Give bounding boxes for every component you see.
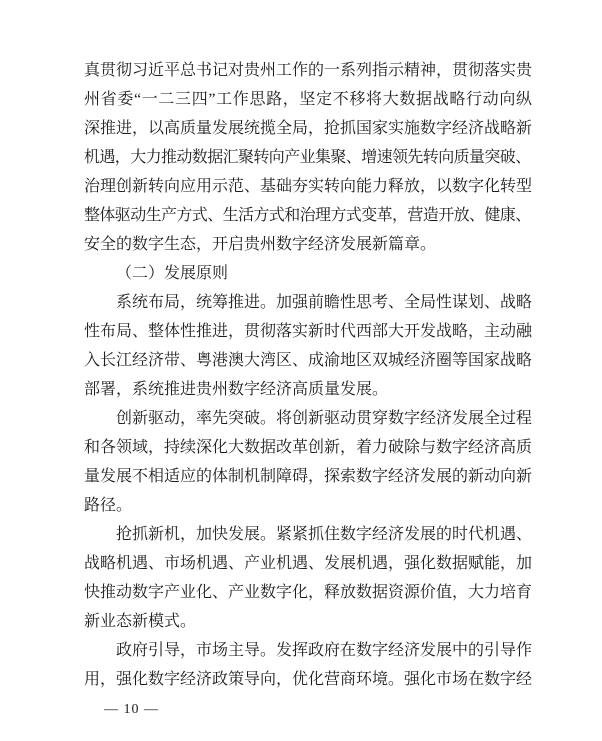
page-number: — 10 — [104, 702, 159, 717]
text-line: 快推动数字产业化、产业数字化，释放数据资源价值，大力培育 [84, 584, 533, 601]
text-line: 机遇，大力推动数据汇聚转向产业集聚、增速领先转向质量突破、 [84, 149, 531, 166]
text-line: 创新驱动，率先突破。将创新驱动贯穿数字经济发展全过程 [116, 410, 533, 427]
text-line: 入长江经济带、粤港澳大湾区、成渝地区双城经济圈等国家战略 [84, 352, 533, 369]
text-line: 治理创新转向应用示范、基础夯实转向能力释放，以数字化转型 [84, 178, 533, 195]
text-line: 路径。 [84, 497, 133, 514]
text-line: 用，强化数字经济政策导向，优化营商环境。强化市场在数字经 [84, 671, 533, 688]
section-heading: （二）发展原则 [116, 265, 229, 282]
text-line: 州省委“一二三四”工作思路，坚定不移将大数据战略行动向纵 [84, 91, 532, 108]
text-line: 新业态新模式。 [84, 613, 197, 630]
text-line: 真贯彻习近平总书记对贵州工作的一系列指示精神，贯彻落实贵 [84, 62, 533, 79]
text-line: 政府引导，市场主导。发挥政府在数字经济发展中的引导作 [116, 642, 533, 659]
text-line: 和各领域，持续深化大数据改革创新，着力破除与数字经济高质 [84, 439, 533, 456]
text-line: 安全的数字生态，开启贵州数字经济发展新篇章。 [84, 236, 437, 253]
text-line: 性布局、整体性推进，贯彻落实新时代西部大开发战略，主动融 [84, 323, 533, 340]
text-line: 深推进，以高质量发展统揽全局，抢抓国家实施数字经济战略新 [84, 120, 533, 137]
text-line: 抢抓新机，加快发展。紧紧抓住数字经济发展的时代机遇、 [116, 526, 533, 543]
document-body [84, 56, 532, 694]
text-line: 量发展不相适应的体制机制障碍，探索数字经济发展的新动向新 [84, 468, 533, 485]
text-line: 系统布局，统筹推进。加强前瞻性思考、全局性谋划、战略 [116, 294, 533, 311]
text-line: 战略机遇、市场机遇、产业机遇、发展机遇，强化数据赋能，加 [84, 555, 533, 572]
text-line: 部署，系统推进贵州数字经济高质量发展。 [84, 381, 389, 398]
text-line: 整体驱动生产方式、生活方式和治理方式变革，营造开放、健康、 [84, 207, 531, 224]
